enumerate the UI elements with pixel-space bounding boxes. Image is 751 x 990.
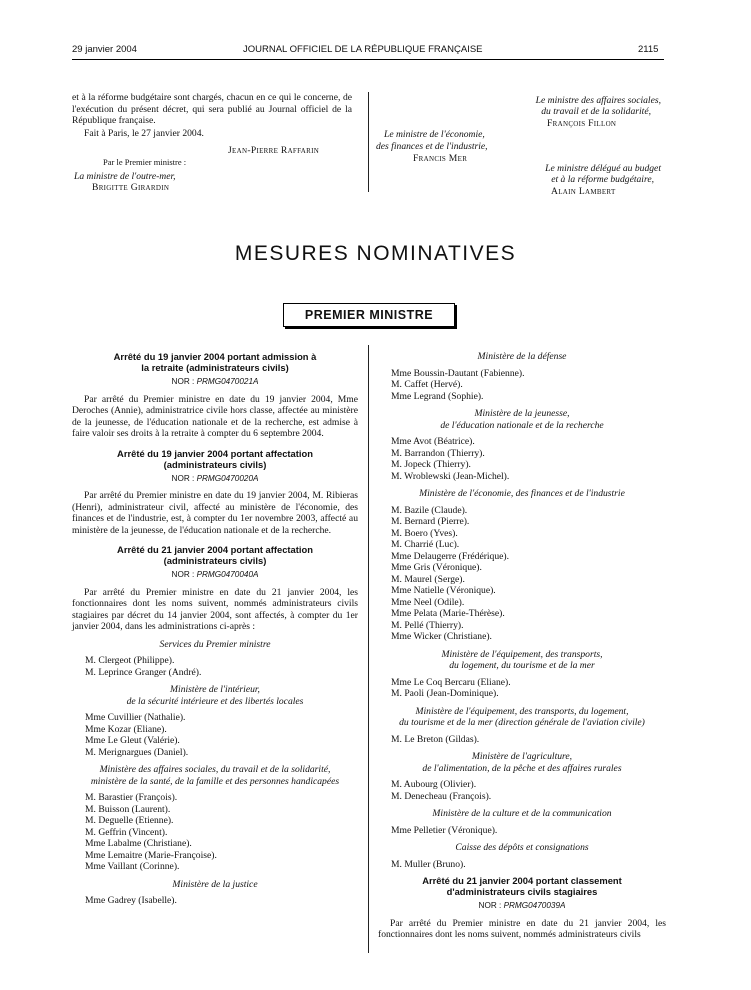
outre-mer-name: Brigitte Girardin bbox=[92, 182, 170, 193]
economie-list bbox=[378, 505, 666, 643]
jeunesse-list bbox=[378, 436, 666, 482]
caisse-depots-list bbox=[378, 859, 666, 871]
list-item: Mme Labalme (Christiane). bbox=[85, 838, 192, 849]
culture-list bbox=[378, 825, 666, 837]
arrete-2-body: Par arrêté du Premier ministre en date du 19 janvier 2004, M. Ribieras (Henri), administrateur civil, affecté au ministère de l'économie, des finances et de l'industrie, est, à compter du 1er novembre 2003, affecté au ministère de la jeunesse, de l'éducation nationale et de la recherche. bbox=[72, 490, 358, 536]
arrete-1-nor: NOR : PRMG0470021A bbox=[171, 377, 259, 386]
arrete-3-body: Par arrêté du Premier ministre en date du 21 janvier 2004, les fonctionnaires dont les noms suivent, nommés administrateurs civils stagiaires par décret du 14 janvier 2004, sont affectés, à compter du 1er janvier 2004, dans les administrations ci-après : bbox=[72, 586, 358, 632]
list-item: M. Deguelle (Etienne). bbox=[85, 815, 174, 826]
list-item: M. Denecheau (François). bbox=[391, 790, 492, 802]
budget-role-2: et à la réforme budgétaire, bbox=[551, 174, 654, 185]
header-date: 29 janvier 2004 bbox=[72, 44, 137, 55]
list-item: Mme Gris (Véronique). bbox=[391, 562, 482, 573]
list-item: Mme Neel (Odile). bbox=[391, 596, 465, 608]
social-role-1: Le ministre des affaires sociales, bbox=[535, 95, 661, 106]
list-item: Mme Legrand (Sophie). bbox=[391, 390, 484, 402]
section-title: MESURES NOMINATIVES bbox=[234, 242, 517, 265]
equipement-list bbox=[378, 677, 666, 700]
interieur-heading: Ministère de l'intérieur, de la sécurité intérieure et des libertés locales bbox=[126, 684, 304, 707]
arrete-4-body: Par arrêté du Premier ministre en date du 21 janvier 2004, les fonctionnaires dont les noms suivent, nommés administrateurs civils bbox=[378, 917, 666, 940]
closing-paragraph: et à la réforme budgétaire sont chargés, chacun en ce qui le concerne, de l'exécution du présent décret, qui sera publié au Journal officiel de la République française. bbox=[72, 92, 352, 126]
arrete-1-body: Par arrêté du Premier ministre en date du 19 janvier 2004, Mme Deroches (Annie), administratrice civile hors classe, affectée au ministère de la jeunesse, de l'éducation nationale et de la recherche, est admise à faire valoir ses droits à la retraite à compter du 6 septembre 2004. bbox=[72, 393, 358, 439]
list-item: M. Paoli (Jean-Dominique). bbox=[391, 688, 499, 699]
economie-heading: Ministère de l'économie, des finances et de l'industrie bbox=[419, 488, 625, 499]
arrete-3-title: Arrêté du 21 janvier 2004 portant affectation (administrateurs civils) bbox=[117, 544, 313, 566]
social-role-2: du travail et de la solidarité, bbox=[541, 106, 651, 117]
defense-heading: Ministère de la défense bbox=[477, 351, 567, 362]
list-item: M. Muller (Bruno). bbox=[391, 858, 466, 870]
list-item: Mme Natielle (Véronique). bbox=[391, 585, 496, 596]
list-item: M. Merignargues (Daniel). bbox=[85, 746, 189, 758]
list-item: Mme Avot (Béatrice). bbox=[391, 436, 475, 447]
header-page-number: 2115 bbox=[638, 44, 659, 55]
header-rule bbox=[72, 59, 664, 60]
list-item: M. Bernard (Pierre). bbox=[391, 516, 470, 527]
budget-name: Alain Lambert bbox=[551, 186, 616, 197]
list-item: M. Buisson (Laurent). bbox=[85, 803, 171, 815]
culture-heading: Ministère de la culture et de la communication bbox=[432, 808, 612, 819]
list-item: Mme Lemaitre (Marie-Françoise). bbox=[85, 849, 217, 861]
caisse-depots-heading: Caisse des dépôts et consignations bbox=[455, 842, 589, 853]
list-item: M. Charrié (Luc). bbox=[391, 539, 460, 550]
list-item: Mme Gadrey (Isabelle). bbox=[85, 895, 177, 906]
social-name: François Fillon bbox=[547, 118, 617, 129]
justice-heading: Ministère de la justice bbox=[172, 878, 258, 890]
list-item: M. Pellé (Thierry). bbox=[391, 619, 464, 631]
aviation-civile-heading: Ministère de l'équipement, des transports, du logement, du tourisme et de la mer (direction générale de l'aviation civile) bbox=[399, 705, 645, 728]
list-item: M. Bazile (Claude). bbox=[391, 504, 468, 516]
interieur-list bbox=[72, 712, 358, 758]
economy-role-1: Le ministre de l'économie, bbox=[384, 129, 485, 140]
column-divider-top bbox=[368, 92, 369, 192]
list-item: M. Maurel (Serge). bbox=[391, 573, 465, 585]
list-item: M. Caffet (Hervé). bbox=[391, 379, 463, 390]
arrete-2-nor: NOR : PRMG0470020A bbox=[171, 473, 259, 483]
list-item: Mme Delaugerre (Frédérique). bbox=[391, 550, 510, 562]
arrete-1-title: Arrêté du 19 janvier 2004 portant admission à la retraite (administrateurs civils) bbox=[113, 351, 317, 373]
list-item: Mme Pelletier (Véronique). bbox=[391, 824, 498, 836]
agriculture-list bbox=[378, 779, 666, 802]
list-item: M. Le Breton (Gildas). bbox=[391, 733, 480, 745]
budget-role-1: Le ministre délégué au budget bbox=[545, 163, 661, 174]
ministry-box bbox=[283, 303, 455, 327]
arrete-3-nor: NOR : PRMG0470040A bbox=[171, 570, 259, 579]
right-column bbox=[378, 351, 666, 941]
agriculture-heading: Ministère de l'agriculture, de l'alimentation, de la pêche et des affaires rurales bbox=[422, 751, 622, 774]
affaires-sociales-list bbox=[72, 792, 358, 873]
list-item: Mme Vaillant (Corinne). bbox=[85, 861, 180, 872]
fait-a-paris: Fait à Paris, le 27 janvier 2004. bbox=[84, 128, 204, 139]
outre-mer-role: La ministre de l'outre-mer, bbox=[74, 171, 176, 182]
jeunesse-heading: Ministère de la jeunesse, de l'éducation nationale et de la recherche bbox=[440, 408, 604, 431]
services-pm-heading: Services du Premier ministre bbox=[159, 638, 271, 650]
list-item: M. Clergeot (Philippe). bbox=[85, 655, 175, 666]
justice-list bbox=[72, 895, 358, 907]
list-item: M. Aubourg (Olivier). bbox=[391, 779, 477, 790]
column-divider-main bbox=[368, 345, 369, 953]
left-column bbox=[72, 351, 358, 907]
list-item: M. Geffrin (Vincent). bbox=[85, 826, 168, 838]
arrete-2-title: Arrêté du 19 janvier 2004 portant affectation (administrateurs civils) bbox=[117, 447, 313, 470]
economy-role-2: des finances et de l'industrie, bbox=[376, 141, 488, 152]
arrete-4-title: Arrêté du 21 janvier 2004 portant classement d'administrateurs civils stagiaires bbox=[422, 875, 622, 897]
ministry-box-label: PREMIER MINISTRE bbox=[304, 308, 434, 322]
aviation-civile-list bbox=[378, 734, 666, 746]
economy-name: Francis Mer bbox=[413, 153, 468, 164]
defense-list bbox=[378, 368, 666, 403]
par-le-premier-ministre: Par le Premier ministre : bbox=[103, 157, 187, 167]
list-item: M. Barrandon (Thierry). bbox=[391, 447, 485, 459]
list-item: Mme Kozar (Eliane). bbox=[85, 723, 167, 735]
list-item: M. Jopeck (Thierry). bbox=[391, 459, 471, 470]
list-item: M. Boero (Yves). bbox=[391, 527, 458, 539]
signer-prime-minister: Jean-Pierre Raffarin bbox=[228, 145, 320, 156]
list-item: Mme Le Coq Bercaru (Eliane). bbox=[391, 676, 511, 688]
list-item: M. Wroblewski (Jean-Michel). bbox=[391, 470, 510, 482]
services-pm-list bbox=[72, 655, 358, 678]
header-journal-title: JOURNAL OFFICIEL DE LA RÉPUBLIQUE FRANÇAISE bbox=[243, 44, 483, 55]
list-item: M. Barastier (François). bbox=[85, 792, 178, 803]
affaires-sociales-heading: Ministère des affaires sociales, du travail et de la solidarité, ministère de la santé, de la famille et des personnes handicapées bbox=[90, 764, 340, 787]
list-item: Mme Cuvillier (Nathalie). bbox=[85, 712, 186, 723]
list-item: Mme Boussin-Dautant (Fabienne). bbox=[391, 367, 525, 379]
list-item: Mme Wicker (Christiane). bbox=[391, 631, 492, 642]
list-item: Mme Pelata (Marie-Thérèse). bbox=[391, 608, 505, 619]
arrete-4-nor: NOR : PRMG0470039A bbox=[478, 901, 566, 910]
list-item: M. Leprince Granger (André). bbox=[85, 666, 202, 678]
equipement-heading: Ministère de l'équipement, des transports, du logement, du tourisme et de la mer bbox=[441, 648, 603, 671]
list-item: Mme Le Gleut (Valérie). bbox=[85, 735, 180, 746]
